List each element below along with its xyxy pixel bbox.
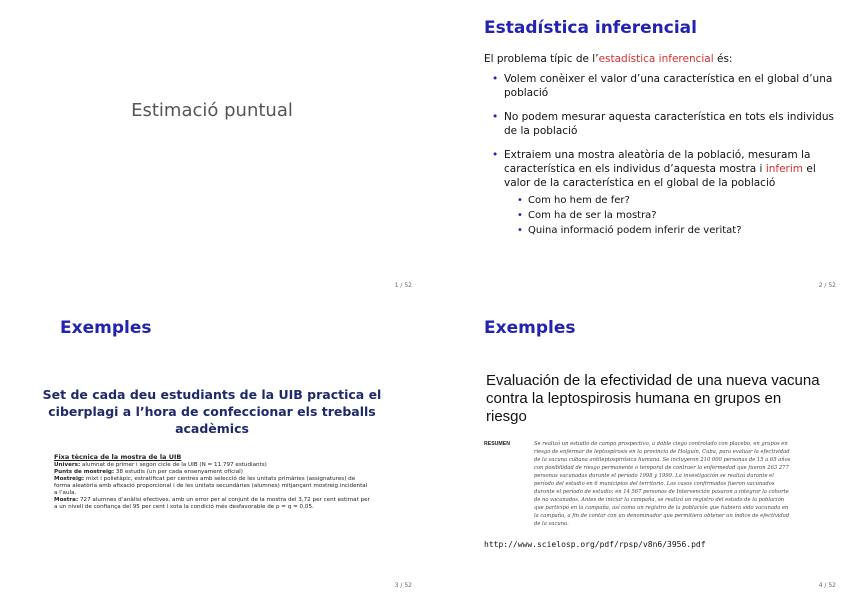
abstract-label: RESUMEN (484, 441, 510, 447)
list-item (484, 72, 836, 100)
sub-bullet-text: Quina informació podem inferir de veritat? (528, 225, 742, 236)
slide-1 (0, 0, 424, 299)
fitxa-line (54, 476, 372, 497)
bullet-text: Extraiem una mostra aleatòria de la població, mesuram la característica en els individus d’aquesta mostra i (504, 149, 811, 175)
frame-title: Estadística inferencial (484, 18, 697, 38)
bullet-icon: • (492, 111, 499, 123)
bullet-icon: • (492, 73, 499, 85)
section-title: Estimació puntual (131, 100, 293, 121)
intro-emphasis: estadística inferencial (598, 53, 714, 65)
fitxa-line (54, 497, 372, 511)
fitxa-label: Univers: (54, 462, 81, 468)
sub-bullet-text: Com ha de ser la mostra? (528, 210, 657, 221)
slide-3 (0, 300, 424, 599)
intro-pre: El problema típic de l’ (484, 53, 599, 65)
article-title: Evaluación de la efectividad de una nueva vacuna contra la leptospirosis humana en grupos en riesgo (486, 372, 820, 425)
page-number: 4 / 52 (818, 582, 836, 589)
fitxa-line (54, 462, 372, 469)
bullet-icon: • (517, 225, 523, 236)
sub-list-item (504, 224, 836, 238)
bullet-icon: • (517, 195, 523, 206)
article-url-link[interactable]: http://www.scielosp.org/pdf/rpsp/v8n6/3956.pdf (484, 540, 706, 549)
slide-4 (424, 300, 848, 599)
fitxa-label: Mostra: (54, 497, 79, 503)
sub-bullet-list (504, 194, 836, 238)
sub-list-item (504, 194, 836, 208)
page-number: 3 / 52 (394, 582, 412, 589)
bullet-text: No podem mesurar aquesta característica en tots els individus de la població (504, 111, 834, 137)
page-number: 2 / 52 (818, 282, 836, 289)
news-headline: Set de cada deu estudiants de la UIB practica el ciberplagi a l’hora de confeccionar els treballs acadèmics (42, 387, 382, 436)
fitxa-tecnica (54, 454, 372, 511)
slide-body (484, 52, 836, 248)
list-item (484, 110, 836, 138)
fitxa-text: 38 estudis (un per cada ensenyament oficial) (114, 469, 243, 475)
fitxa-text: alumnat de primer i segon cicle de la UIB (N = 11.797 estudiants) (80, 462, 267, 468)
bullet-icon: • (492, 149, 499, 161)
fitxa-line (54, 469, 372, 476)
abstract-text: Se realizó un estudio de campo prospectivo, a doble ciego controlado con placebo, en grupos en riesgo de enfermar de leptospirosis en la provincia de Holguín, Cuba, para evaluar la efectividad de la vacuna cubana antileptospirósica humana. Se incluyeron 210 000 personas de 15 a 65 años con posibilidad de riesgo permanente o temporal de contraer la enfermedad que fueron 263 277 personas vacunadas durante el período 1998 y 1999. La investigación se realizó durante el período del estudio en 6 municipios del territorio. Los casos confirmados fueron vacunados durante el período de estudio; en 14 567 personas de Intervención pasaron a integrar la cohorte de no vacunados. Antes de iniciar la campaña, se realizó un registro del estado de la población que participó en la campaña, así como un registro de la población que hubiera sido vacunada en la campaña, a fin de contar con un denominador que permitiera obtener un índice de efectividad de la vacuna. (534, 441, 791, 527)
intro-post: és: (713, 53, 733, 65)
page-number: 1 / 52 (394, 282, 412, 289)
slide-2 (424, 0, 848, 299)
article-abstract (484, 440, 794, 528)
list-item (484, 148, 836, 238)
bullet-text-end: el valor de la característica en el global de la població (504, 163, 816, 189)
bullet-list (484, 72, 836, 238)
sub-list-item (504, 209, 836, 223)
bullet-emphasis: inferim (765, 163, 804, 175)
bullet-icon: • (517, 210, 523, 221)
fitxa-text: mixt i polietàpic, estratificat per centres amb selecció de les unitats primàries (assignatures) de forma aleatòria amb afixació proporcional i de les unitats secundàries (alumnes) mitjançant mostreig incidental a l’aula. (54, 476, 368, 496)
fitxa-heading: Fixa tècnica de la mostra de la UIB (54, 453, 182, 461)
sub-bullet-text: Com ho hem de fer? (528, 195, 630, 206)
fitxa-label: Punts de mostreig: (54, 469, 115, 475)
fitxa-text: 727 alumnes d’anàlisi efectives, amb un error per al conjunt de la mostra del 3,72 per cent estimat per a un nivell de confiança del 95 per cent i sota la condició més desfavorable de p = q = 0,05. (54, 497, 370, 510)
fitxa-label: Mostreig: (54, 476, 85, 482)
intro-text (484, 52, 836, 66)
frame-title: Exemples (60, 318, 152, 338)
bullet-text: Volem conèixer el valor d’una característica en el global d’una població (504, 73, 833, 99)
frame-title: Exemples (484, 318, 576, 338)
